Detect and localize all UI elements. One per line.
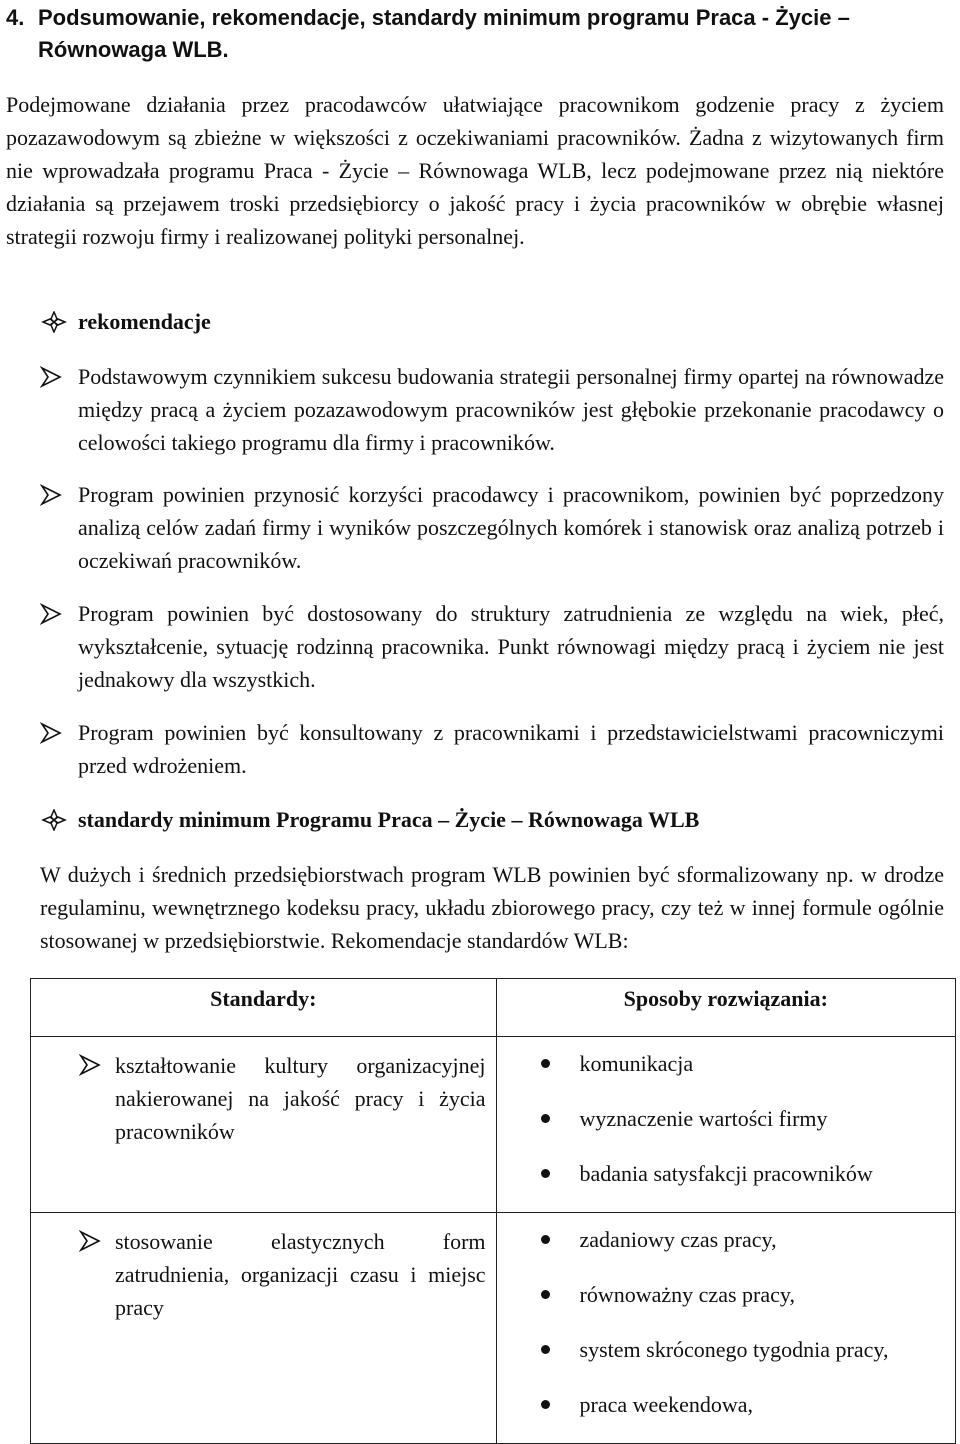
list-item	[541, 1047, 955, 1080]
solution-text: komunikacja	[579, 1051, 694, 1076]
solutions-list	[497, 1213, 955, 1421]
recommendation-text: Program powinien być dostosowany do struktury zatrudnienia ze względu na wiek, płeć, wykształcenie, sytuację rodzinną pracownika. Punkt równowagi między pracą i życiem nie jest jednakowy dla wszystkich.	[78, 601, 944, 692]
column-header-solutions: Sposoby rozwiązania:	[496, 979, 955, 1037]
arrowhead-icon	[40, 602, 78, 626]
bullet-dot-icon	[541, 1400, 550, 1409]
solution-text: badania satysfakcji pracowników	[579, 1161, 873, 1186]
diamond-cross-icon	[40, 809, 68, 831]
list-item	[541, 1102, 955, 1135]
standard-cell	[31, 1213, 497, 1444]
column-header-standards: Standardy:	[31, 979, 497, 1037]
section-heading	[6, 2, 946, 66]
solution-text: wyznaczenie wartości firmy	[579, 1106, 828, 1131]
recommendation-item	[40, 716, 944, 782]
heading-line-1: Podsumowanie, rekomendacje, standardy minimum programu Praca - Życie –	[38, 5, 850, 30]
standards-table	[30, 978, 956, 1444]
recommendations-heading	[40, 306, 211, 338]
solution-text: system skróconego tygodnia pracy,	[579, 1337, 889, 1362]
recommendation-item	[40, 597, 944, 696]
solution-text: zadaniowy czas pracy,	[579, 1227, 777, 1252]
standards-heading	[40, 804, 699, 836]
solution-text: równoważny czas pracy,	[579, 1282, 795, 1307]
recommendation-text: Program powinien przynosić korzyści pracodawcy i pracownikom, powinien być poprzedzony analizą celów zadań firmy i wyników poszczególnych komórek i stanowisk oraz analizą potrzeb i oczekiwań pracowników.	[78, 482, 944, 573]
solutions-cell	[496, 1213, 955, 1444]
standard-text: stosowanie elastycznych form zatrudnienia, organizacji czasu i miejsc pracy	[115, 1229, 486, 1320]
list-item	[541, 1333, 955, 1366]
list-item	[541, 1388, 955, 1421]
recommendations-title: rekomendacje	[78, 309, 211, 334]
bullet-dot-icon	[541, 1169, 550, 1178]
arrowhead-icon	[79, 1229, 115, 1253]
arrowhead-icon	[40, 365, 78, 389]
solutions-cell	[496, 1037, 955, 1213]
arrowhead-icon	[79, 1053, 115, 1077]
list-item	[541, 1223, 955, 1256]
diamond-cross-icon	[40, 311, 68, 333]
arrowhead-icon	[40, 721, 78, 745]
bullet-dot-icon	[541, 1345, 550, 1354]
table-header-row	[31, 979, 956, 1037]
recommendation-text: Program powinien być konsultowany z pracownikami i przedstawicielstwami pracowniczymi przed wdrożeniem.	[78, 720, 944, 778]
intro-paragraph: Podejmowane działania przez pracodawców ułatwiające pracownikom godzenie pracy z życiem pozazawodowym są zbieżne w większości z oczekiwaniami pracowników. Żadna z wizytowanych firm nie wprowadzała programu Praca - Życie – Równowaga WLB, lecz podejmowane przez nią niektóre działania są przejawem troski przedsiębiorcy o jakość pracy i życia pracowników w obrębie własnej strategii rozwoju firmy i realizowanej polityki personalnej.	[6, 92, 944, 249]
table-row	[31, 1037, 956, 1213]
bullet-dot-icon	[541, 1235, 550, 1244]
arrowhead-icon	[40, 483, 78, 507]
heading-line-2: Równowaga WLB.	[38, 37, 229, 62]
standard-text: kształtowanie kultury organizacyjnej nakierowanej na jakość pracy i życia pracowników	[115, 1053, 486, 1144]
heading-number: 4.	[6, 5, 25, 30]
solutions-list	[497, 1037, 955, 1190]
table-row	[31, 1213, 956, 1444]
solution-text: praca weekendowa,	[579, 1392, 753, 1417]
recommendation-item	[40, 360, 944, 459]
recommendation-text: Podstawowym czynnikiem sukcesu budowania strategii personalnej firmy opartej na równowadze między pracą a życiem pozazawodowym pracowników jest głębokie przekonanie pracodawcy o celowości takiego programu dla firmy i pracowników.	[78, 364, 944, 455]
recommendation-item	[40, 478, 944, 577]
bullet-dot-icon	[541, 1059, 550, 1068]
standards-title: standardy minimum Programu Praca – Życie – Równowaga WLB	[78, 807, 700, 832]
bullet-dot-icon	[541, 1290, 550, 1299]
bullet-dot-icon	[541, 1114, 550, 1123]
standard-cell	[31, 1037, 497, 1213]
list-item	[541, 1157, 955, 1190]
list-item	[541, 1278, 955, 1311]
standards-paragraph: W dużych i średnich przedsiębiorstwach program WLB powinien być sformalizowany np. w drodze regulaminu, wewnętrznego kodeksu pracy, układu zbiorowego pracy, czy też w innej formule ogólnie stosowanej w przedsiębiorstwie. Rekomendacje standardów WLB:	[40, 862, 944, 953]
